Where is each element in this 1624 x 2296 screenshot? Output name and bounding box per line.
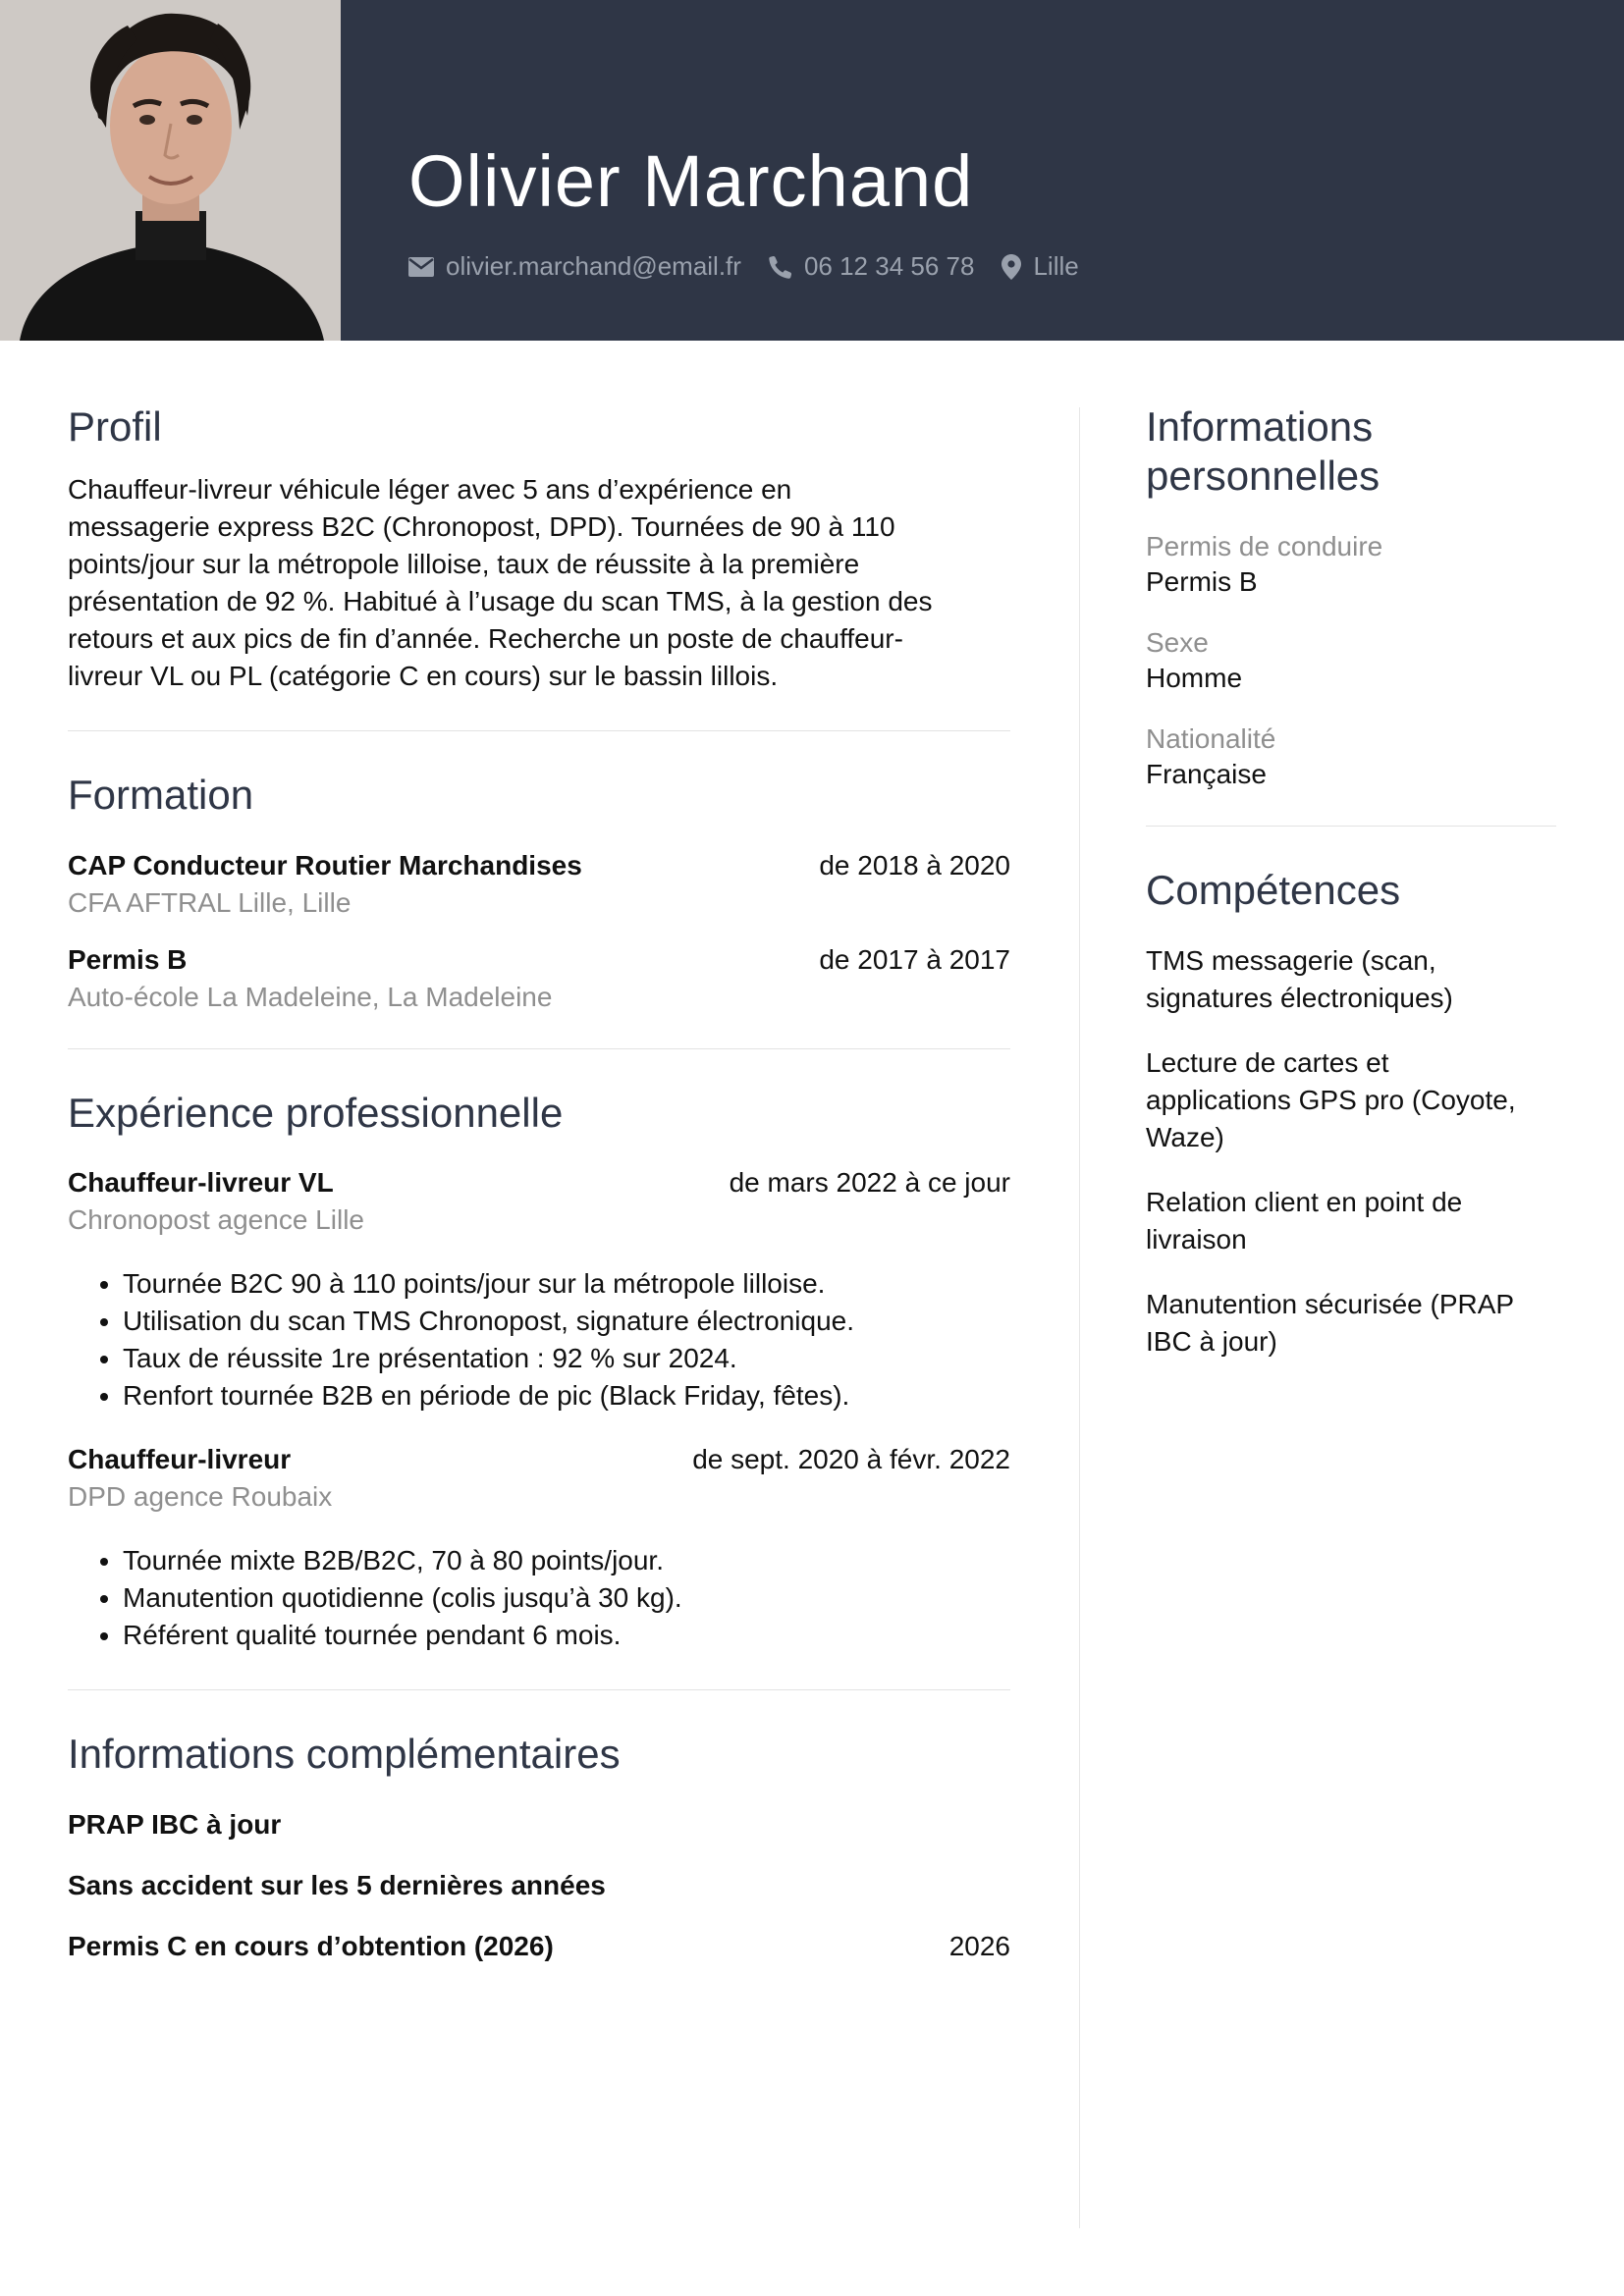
profile-line: points/jour sur la métropole lilloise, taux de réussite à la première <box>68 549 860 580</box>
profile-section <box>68 402 1010 695</box>
side-column <box>1146 402 1556 1361</box>
extra-text: Permis C en cours d’obtention (2026) <box>68 1930 554 1961</box>
experience-section <box>68 1089 1010 1654</box>
job-company: Chronopost agence Lille <box>68 1204 364 1236</box>
education-heading: Formation <box>68 772 254 819</box>
extra-date: 2026 <box>948 1930 1010 1961</box>
profile-photo <box>0 0 341 341</box>
skill-line: Waze) <box>1146 1122 1224 1153</box>
bullet-item: • Renfort tournée B2B en période de pic (Black Friday, fêtes). <box>123 1377 1010 1415</box>
job-bullets <box>68 1265 1010 1415</box>
personal-section <box>1146 402 1556 790</box>
education-dates: de 2017 à 2017 <box>819 943 1010 975</box>
column-divider <box>1079 407 1080 2228</box>
field-label: Sexe <box>1146 626 1209 658</box>
section-divider <box>68 1689 1010 1690</box>
experience-entry <box>68 1444 1010 1654</box>
extra-item <box>68 1931 1010 1962</box>
extra-text: Sans accident sur les 5 dernières années <box>68 1869 606 1900</box>
header-banner <box>0 0 1624 341</box>
skill-item <box>1146 1044 1556 1156</box>
candidate-name: Olivier Marchand <box>408 140 974 222</box>
experience-entry <box>68 1167 1010 1415</box>
bullet-item: • Manutention quotidienne (colis jusqu’à 30 kg). <box>123 1579 1010 1617</box>
phone-icon <box>769 255 792 279</box>
skills-section <box>1146 866 1556 1361</box>
job-dates: de mars 2022 à ce jour <box>729 1167 1010 1199</box>
education-place: Auto-école La Madeleine, La Madeleine <box>68 981 553 1012</box>
main-column <box>68 402 1010 1962</box>
envelope-icon <box>408 257 434 277</box>
bullet-item: • Utilisation du scan TMS Chronopost, signature électronique. <box>123 1303 1010 1340</box>
education-section <box>68 771 1010 1012</box>
section-divider <box>1146 826 1556 827</box>
skill-line: Relation client en point de <box>1146 1187 1463 1218</box>
bullet-item: • Tournée B2C 90 à 110 points/jour sur la métropole lilloise. <box>123 1265 1010 1303</box>
map-pin-icon <box>1001 254 1021 280</box>
education-entry <box>68 944 1010 1013</box>
contact-phone[interactable] <box>769 251 975 282</box>
profile-text <box>68 471 1010 695</box>
extra-heading: Informations complémentaires <box>68 1731 621 1778</box>
profile-line: Chauffeur-livreur véhicule léger avec 5 ans d’expérience en <box>68 474 792 506</box>
extra-text: PRAP IBC à jour <box>68 1808 282 1840</box>
profile-line: présentation de 92 %. Habitué à l’usage du scan TMS, à la gestion des <box>68 586 933 617</box>
job-bullets <box>68 1542 1010 1654</box>
bullet-item: • Référent qualité tournée pendant 6 mois. <box>123 1617 1010 1654</box>
skill-item <box>1146 1286 1556 1361</box>
education-dates: de 2018 à 2020 <box>819 849 1010 881</box>
education-title: Permis B <box>68 943 188 975</box>
profile-heading: Profil <box>68 403 162 450</box>
job-title: Chauffeur-livreur VL <box>68 1167 334 1199</box>
skills-heading: Compétences <box>1146 866 1401 913</box>
skill-line: livraison <box>1146 1224 1247 1255</box>
education-title: CAP Conducteur Routier Marchandises <box>68 849 582 881</box>
city-text: Lille <box>1033 251 1079 281</box>
field-label: Nationalité <box>1146 722 1276 754</box>
bullet-item: • Tournée mixte B2B/B2C, 70 à 80 points/jour. <box>123 1542 1010 1579</box>
personal-heading-line: personnelles <box>1146 453 1380 500</box>
profile-line: retours et aux pics de fin d’année. Recherche un poste de chauffeur- <box>68 623 903 655</box>
skill-line: TMS messagerie (scan, <box>1146 945 1436 977</box>
email-text: olivier.marchand@email.fr <box>446 251 741 281</box>
field-value: Permis B <box>1146 565 1258 597</box>
personal-heading-line: Informations <box>1146 403 1374 450</box>
skill-line: IBC à jour) <box>1146 1326 1277 1358</box>
section-divider <box>68 1048 1010 1049</box>
contact-bar <box>408 251 1107 282</box>
bullet-item: • Taux de réussite 1re présentation : 92 % sur 2024. <box>123 1340 1010 1377</box>
section-divider <box>68 730 1010 731</box>
profile-line: messagerie express B2C (Chronopost, DPD). Tournées de 90 à 110 <box>68 511 895 543</box>
job-title: Chauffeur-livreur <box>68 1444 292 1475</box>
extra-item <box>68 1870 1010 1901</box>
skill-line: applications GPS pro (Coyote, <box>1146 1085 1516 1116</box>
field-label: Permis de conduire <box>1146 530 1383 561</box>
profile-line: livreur VL ou PL (catégorie C en cours) sur le bassin lillois. <box>68 661 779 692</box>
phone-text: 06 12 34 56 78 <box>803 251 975 281</box>
experience-heading: Expérience professionnelle <box>68 1089 564 1136</box>
skill-line: signatures électroniques) <box>1146 983 1453 1014</box>
skill-line: Manutention sécurisée (PRAP <box>1146 1289 1515 1320</box>
extra-item <box>68 1809 1010 1841</box>
education-place: CFA AFTRAL Lille, Lille <box>68 886 352 918</box>
contact-city <box>1001 251 1078 282</box>
skill-line: Lecture de cartes et <box>1146 1047 1389 1079</box>
contact-email[interactable] <box>408 251 741 282</box>
education-entry <box>68 850 1010 919</box>
job-dates: de sept. 2020 à févr. 2022 <box>692 1444 1010 1475</box>
field-value: Homme <box>1146 662 1243 693</box>
skill-item <box>1146 942 1556 1017</box>
field-value: Française <box>1146 758 1267 789</box>
personal-heading <box>1146 402 1556 502</box>
portrait-image <box>0 0 341 341</box>
job-company: DPD agence Roubaix <box>68 1481 333 1513</box>
skill-item <box>1146 1184 1556 1258</box>
extra-section <box>68 1730 1010 1961</box>
